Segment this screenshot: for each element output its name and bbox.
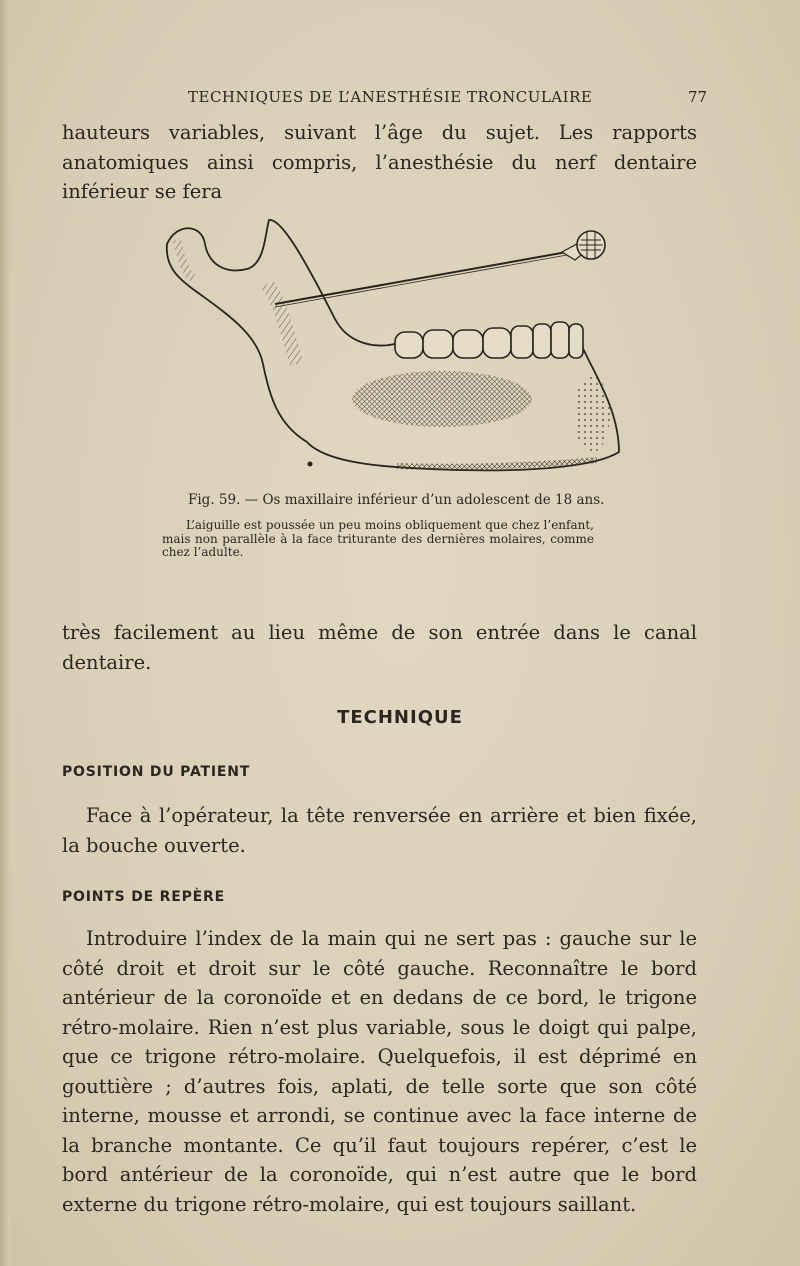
section-title: TECHNIQUE [337,707,463,728]
paragraph-reperes: Introduire l’index de la main qui ne sert pas : gauche sur le côté droit et droit sur le côté gauche. Reconnaître le bord antérieur de la coronoïde et en dedans de ce bord, le trigone rétro-molaire. Rien n’est plus variable, sous le doigt qui palpe, que ce trigone rétro-molaire. Quelquefois, il est déprimé en gouttière ; d’autres fois, aplati, de telle sorte que son côté interne, mousse et arrondi, se continue avec la face interne de la branche montante. Ce qu’il faut toujours repérer, c’est le bord antérieur de la coronoïde, qui n’est autre que le bord externe du trigone rétro-molaire, qui est toujours saillant. [62,927,697,1216]
subheading-reperes: POINTS DE REPÈRE [62,889,225,905]
mandible-illustration [157,214,627,476]
running-head: TECHNIQUES DE L’ANESTHÉSIE TRONCULAIRE [188,88,593,106]
paragraph-position: Face à l’opérateur, la tête renversée en arrière et bien fixée, la bouche ouverte. [62,804,697,857]
paragraph-intro: hauteurs variables, suivant l’âge du sujet. Les rapports anatomiques ainsi compris, l’anesthésie du nerf dentaire inférieur se fera [62,121,697,203]
figure-mandible [157,214,627,476]
figure-caption: Fig. 59. — Os maxillaire inférieur d’un adolescent de 18 ans. [188,492,605,508]
page-number: 77 [688,88,708,106]
figure-legend: L’aiguille est poussée un peu moins obliquement que chez l’enfant, mais non parallèle à la face triturante des dernières molaires, comme chez l’adulte. [162,518,594,559]
paragraph-continued: très facilement au lieu même de son entrée dans le canal dentaire. [62,621,697,674]
subheading-position: POSITION DU PATIENT [62,764,251,780]
page-edge [0,0,10,1266]
